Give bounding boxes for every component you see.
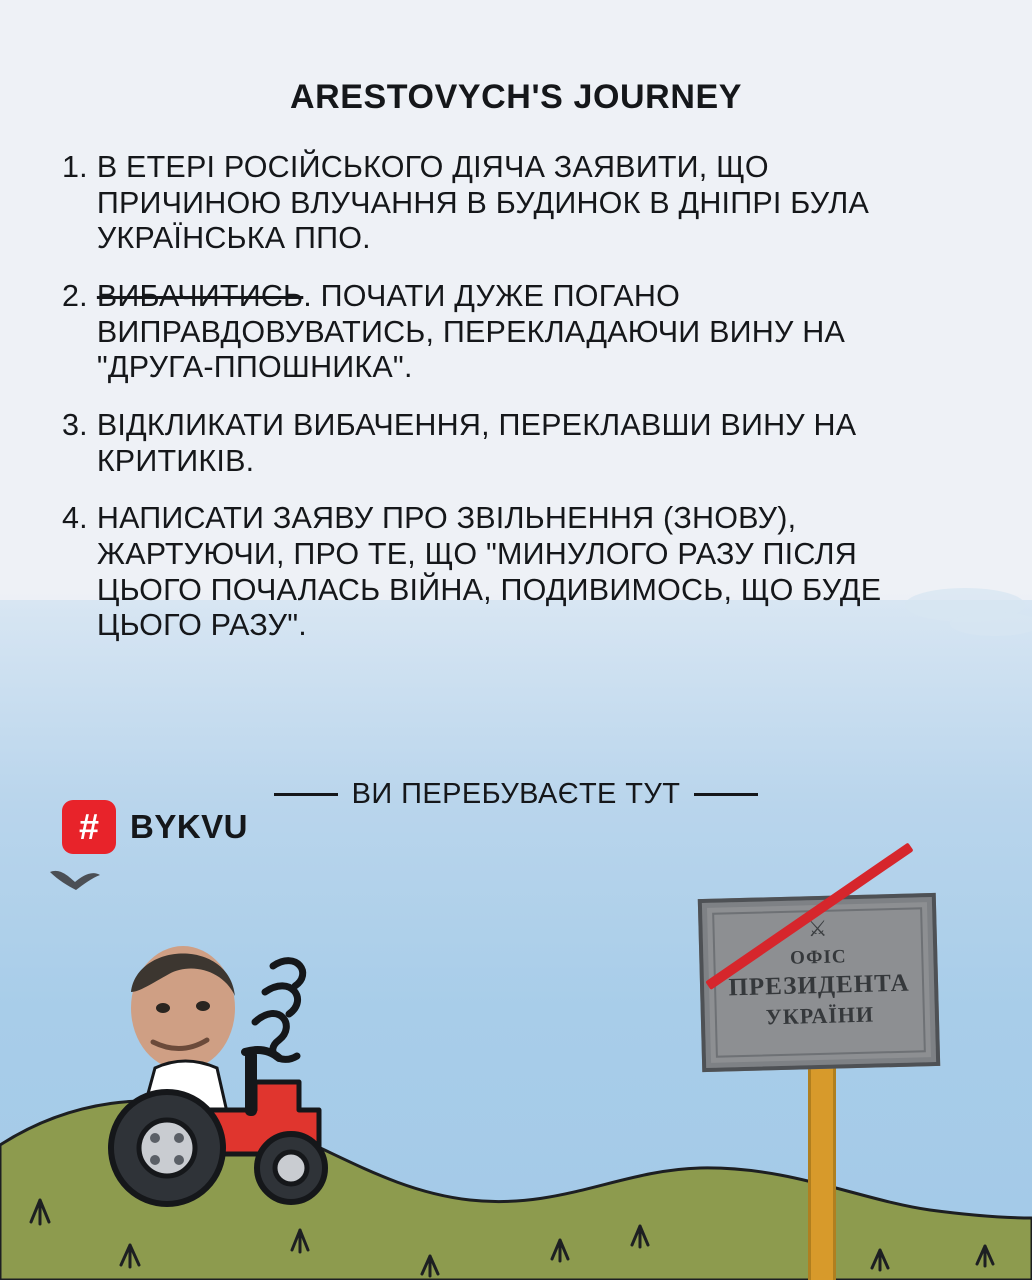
step-text: ВІДКЛИКАТИ ВИБАЧЕННЯ, ПЕРЕКЛАВШИ ВИНУ НА КРИТИКІВ. xyxy=(96,408,857,478)
sign-post xyxy=(808,1055,836,1280)
divider-right xyxy=(694,793,758,796)
sign-inner xyxy=(712,907,926,1057)
steps-list xyxy=(62,150,962,666)
step-text: . ПОЧАТИ ДУЖЕ ПОГАНО ВИПРАВДОВУВАТИСЬ, ПЕРЕКЛАДАЮЧИ ВИНУ НА "ДРУГА-ППОШНИКА". xyxy=(96,279,845,385)
sign-line-3: УКРАЇНИ xyxy=(765,1001,875,1030)
hash-icon: # xyxy=(62,800,116,854)
list-item xyxy=(62,501,962,644)
forbidden-sign xyxy=(690,890,940,1280)
list-item xyxy=(62,150,962,257)
step-text: НАПИСАТИ ЗАЯВУ ПРО ЗВІЛЬНЕННЯ (ЗНОВУ), ЖАРТУЮЧИ, ПРО ТЕ, ЩО "МИНУЛОГО РАЗУ ПІСЛЯ ЦЬОГО ПОЧАЛАСЬ ВІЙНА, ПОДИВИМОСЬ, ЩО БУДЕ ЦЬОГО РАЗУ". xyxy=(96,501,882,643)
bird-icon xyxy=(48,866,102,900)
step-text: В ЕТЕРІ РОСІЙСЬКОГО ДІЯЧА ЗАЯВИТИ, ЩО ПРИЧИНОЮ ВЛУЧАННЯ В БУДИНОК В ДНІПРІ БУЛА УКРАЇНСЬКА ППО. xyxy=(96,150,870,256)
step-number: 1. xyxy=(62,150,88,184)
sign-line-2: ПРЕЗИДЕНТА xyxy=(728,969,910,1002)
step-text-wrapper xyxy=(97,279,962,386)
smoke-icon xyxy=(255,961,303,1060)
red-tractor-illustration xyxy=(95,900,425,1210)
page-title: ARESTOVYCH'S JOURNEY xyxy=(289,78,743,116)
cloud-shape xyxy=(950,612,1032,636)
step-number: 2. xyxy=(62,279,88,314)
step-number: 3. xyxy=(62,408,88,443)
list-item xyxy=(62,279,962,386)
divider-left xyxy=(274,793,338,796)
step-struck-text: ВИБАЧИТИСЬ xyxy=(96,279,304,314)
you-are-here-label: ВИ ПЕРЕБУВАЄТЕ ТУТ xyxy=(351,778,681,810)
step-number: 4. xyxy=(62,501,88,536)
list-item xyxy=(62,408,962,479)
sign-line-1: ОФІС xyxy=(789,946,847,969)
rider-head xyxy=(131,946,235,1070)
brand-logo xyxy=(62,800,248,854)
sign-plate xyxy=(698,893,940,1072)
trident-icon: ⚔ xyxy=(807,915,828,942)
brand-name: BYKVU xyxy=(130,808,249,845)
